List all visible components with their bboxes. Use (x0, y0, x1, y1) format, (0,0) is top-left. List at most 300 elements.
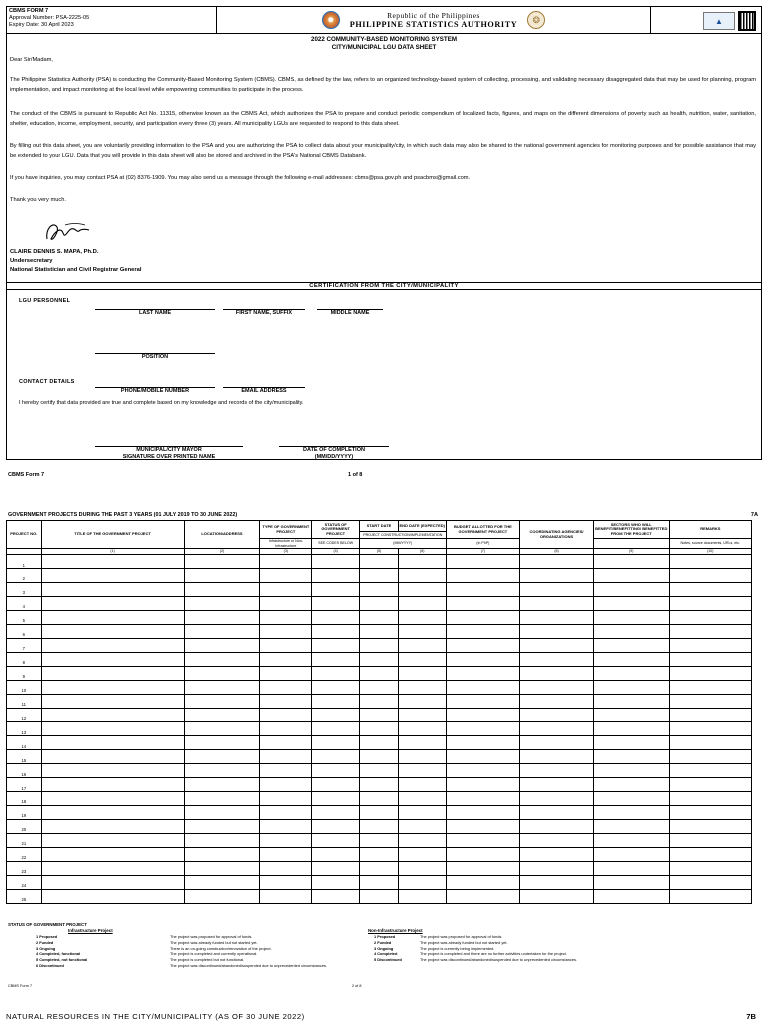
project-entry-cell[interactable] (359, 652, 398, 666)
project-entry-cell[interactable] (669, 624, 751, 638)
project-entry-cell[interactable] (260, 861, 312, 875)
project-entry-cell[interactable] (41, 847, 184, 861)
project-entry-cell[interactable] (359, 610, 398, 624)
project-entry-cell[interactable] (359, 694, 398, 708)
project-entry-cell[interactable] (184, 583, 260, 597)
project-entry-cell[interactable] (669, 750, 751, 764)
project-entry-cell[interactable] (398, 764, 446, 778)
status-code: 5 Discontinued (374, 957, 402, 963)
project-entry-cell[interactable] (359, 638, 398, 652)
project-entry-cell[interactable] (260, 889, 312, 903)
project-entry-cell[interactable] (359, 778, 398, 792)
project-entry-cell[interactable] (398, 583, 446, 597)
project-entry-cell[interactable] (593, 680, 669, 694)
project-number-cell: 2 (7, 569, 42, 583)
project-entry-cell[interactable] (312, 792, 360, 806)
project-entry-cell[interactable] (41, 875, 184, 889)
project-entry-cell[interactable] (41, 624, 184, 638)
project-entry-cell[interactable] (260, 694, 312, 708)
project-entry-cell[interactable] (260, 555, 312, 569)
project-entry-cell[interactable] (359, 555, 398, 569)
project-entry-cell[interactable] (312, 750, 360, 764)
project-entry-cell[interactable] (184, 666, 260, 680)
project-entry-cell[interactable] (593, 638, 669, 652)
project-entry-cell[interactable] (446, 555, 520, 569)
project-entry-cell[interactable] (312, 666, 360, 680)
project-entry-cell[interactable] (446, 861, 520, 875)
project-entry-cell[interactable] (446, 708, 520, 722)
project-entry-cell[interactable] (184, 624, 260, 638)
project-entry-cell[interactable] (398, 792, 446, 806)
project-entry-cell[interactable] (669, 875, 751, 889)
project-entry-cell[interactable] (184, 833, 260, 847)
project-entry-cell[interactable] (41, 652, 184, 666)
project-entry-cell[interactable] (184, 722, 260, 736)
table-row (7, 722, 752, 736)
project-entry-cell[interactable] (260, 638, 312, 652)
project-entry-cell[interactable] (593, 861, 669, 875)
project-entry-cell[interactable] (184, 889, 260, 903)
project-entry-cell[interactable] (446, 569, 520, 583)
project-entry-cell[interactable] (446, 666, 520, 680)
project-entry-cell[interactable] (260, 624, 312, 638)
project-entry-cell[interactable] (260, 875, 312, 889)
project-entry-cell[interactable] (184, 764, 260, 778)
project-entry-cell[interactable] (593, 666, 669, 680)
project-entry-cell[interactable] (41, 638, 184, 652)
project-entry-cell[interactable] (184, 861, 260, 875)
title-line-2: CITY/MUNICIPAL LGU DATA SHEET (331, 43, 437, 51)
project-entry-cell[interactable] (520, 666, 594, 680)
project-entry-cell[interactable] (446, 806, 520, 820)
project-entry-cell[interactable] (669, 889, 751, 903)
project-entry-cell[interactable] (593, 889, 669, 903)
project-entry-cell[interactable] (520, 778, 594, 792)
project-entry-cell[interactable] (593, 764, 669, 778)
status-code: 1 Proposed (36, 934, 58, 939)
project-number-cell: 18 (7, 792, 42, 806)
project-entry-cell[interactable] (669, 638, 751, 652)
project-entry-cell[interactable] (593, 750, 669, 764)
date-format-subheader: (MM/YYYY) (359, 539, 446, 549)
project-entry-cell[interactable] (260, 666, 312, 680)
column-number: (9) (593, 549, 669, 555)
project-number-cell: 7 (7, 638, 42, 652)
project-entry-cell[interactable] (398, 820, 446, 834)
project-entry-cell[interactable] (593, 708, 669, 722)
project-entry-cell[interactable] (312, 708, 360, 722)
project-number-cell: 10 (7, 680, 42, 694)
project-entry-cell[interactable] (398, 610, 446, 624)
completion-date-label (279, 447, 389, 460)
project-entry-cell[interactable] (359, 569, 398, 583)
project-entry-cell[interactable] (41, 680, 184, 694)
project-entry-cell[interactable] (593, 597, 669, 611)
table-row (7, 889, 752, 903)
project-entry-cell[interactable] (359, 806, 398, 820)
project-entry-cell[interactable] (260, 750, 312, 764)
project-entry-cell[interactable] (260, 569, 312, 583)
project-entry-cell[interactable] (41, 889, 184, 903)
project-entry-cell[interactable] (312, 820, 360, 834)
project-entry-cell[interactable] (669, 555, 751, 569)
project-entry-cell[interactable] (520, 583, 594, 597)
project-number-cell: 5 (7, 610, 42, 624)
project-entry-cell[interactable] (260, 764, 312, 778)
project-entry-cell[interactable] (260, 847, 312, 861)
project-entry-cell[interactable] (398, 666, 446, 680)
project-entry-cell[interactable] (312, 680, 360, 694)
project-entry-cell[interactable] (520, 750, 594, 764)
status-description: The project is completed but not functional. (170, 957, 245, 963)
project-entry-cell[interactable] (398, 778, 446, 792)
project-entry-cell[interactable] (593, 833, 669, 847)
project-entry-cell[interactable] (184, 597, 260, 611)
project-entry-cell[interactable] (41, 666, 184, 680)
project-number-cell: 19 (7, 806, 42, 820)
project-entry-cell[interactable] (184, 610, 260, 624)
project-entry-cell[interactable] (398, 861, 446, 875)
paragraph-4: If you have inquiries, you may contact PSA at (02) 8376-1909. You may also send us a message through the following e-mail addresses: cbms@psa.gov.ph and psacbms@gmail.com. (10, 175, 471, 181)
project-entry-cell[interactable] (312, 652, 360, 666)
project-entry-cell[interactable] (312, 569, 360, 583)
project-entry-cell[interactable] (359, 583, 398, 597)
project-entry-cell[interactable] (520, 694, 594, 708)
project-entry-cell[interactable] (260, 652, 312, 666)
project-entry-cell[interactable] (184, 778, 260, 792)
project-entry-cell[interactable] (398, 833, 446, 847)
type-subheader: Infrastructure or Non-Infrastructure (260, 539, 312, 549)
status-description: The project was already funded but not started yet. (170, 939, 258, 945)
project-entry-cell[interactable] (359, 889, 398, 903)
projects-section-title: GOVERNMENT PROJECTS DURING THE PAST 3 YEARS (01 JULY 2019 TO 30 JUNE 2022) (8, 512, 238, 518)
project-entry-cell[interactable] (312, 638, 360, 652)
project-entry-cell[interactable] (312, 722, 360, 736)
project-entry-cell[interactable] (520, 806, 594, 820)
signatory-title-1: Undersecretary (10, 258, 53, 264)
project-entry-cell[interactable] (359, 708, 398, 722)
project-entry-cell[interactable] (359, 597, 398, 611)
project-entry-cell[interactable] (398, 875, 446, 889)
project-entry-cell[interactable] (41, 861, 184, 875)
project-entry-cell[interactable] (446, 889, 520, 903)
project-entry-cell[interactable] (446, 722, 520, 736)
project-entry-cell[interactable] (359, 861, 398, 875)
project-entry-cell[interactable] (184, 694, 260, 708)
project-number-cell: 23 (7, 861, 42, 875)
project-entry-cell[interactable] (593, 806, 669, 820)
project-number-cell: 25 (7, 889, 42, 903)
project-entry-cell[interactable] (359, 722, 398, 736)
project-entry-cell[interactable] (184, 555, 260, 569)
project-entry-cell[interactable] (41, 610, 184, 624)
project-entry-cell[interactable] (446, 610, 520, 624)
project-entry-cell[interactable] (184, 820, 260, 834)
project-entry-cell[interactable] (593, 569, 669, 583)
project-entry-cell[interactable] (184, 792, 260, 806)
project-entry-cell[interactable] (359, 764, 398, 778)
project-entry-cell[interactable] (312, 694, 360, 708)
project-entry-cell[interactable] (312, 610, 360, 624)
table-row (7, 764, 752, 778)
project-number-cell: 13 (7, 722, 42, 736)
table-row (7, 861, 752, 875)
project-entry-cell[interactable] (520, 861, 594, 875)
project-entry-cell[interactable] (41, 694, 184, 708)
project-entry-cell[interactable] (669, 820, 751, 834)
project-entry-cell[interactable] (398, 597, 446, 611)
project-entry-cell[interactable] (446, 820, 520, 834)
project-entry-cell[interactable] (669, 736, 751, 750)
project-entry-cell[interactable] (520, 638, 594, 652)
project-entry-cell[interactable] (446, 638, 520, 652)
project-entry-cell[interactable] (398, 889, 446, 903)
project-entry-cell[interactable] (669, 708, 751, 722)
project-entry-cell[interactable] (520, 847, 594, 861)
project-number-cell: 16 (7, 764, 42, 778)
project-entry-cell[interactable] (398, 555, 446, 569)
project-entry-cell[interactable] (398, 847, 446, 861)
project-entry-cell[interactable] (260, 736, 312, 750)
col-end-date: END DATE (EXPECTED) (398, 521, 446, 532)
project-entry-cell[interactable] (593, 792, 669, 806)
project-entry-cell[interactable] (398, 569, 446, 583)
project-entry-cell[interactable] (260, 597, 312, 611)
project-entry-cell[interactable] (359, 680, 398, 694)
project-entry-cell[interactable] (593, 778, 669, 792)
project-entry-cell[interactable] (260, 792, 312, 806)
table-row (7, 694, 752, 708)
project-entry-cell[interactable] (593, 583, 669, 597)
project-entry-cell[interactable] (669, 722, 751, 736)
project-entry-cell[interactable] (398, 708, 446, 722)
project-entry-cell[interactable] (520, 820, 594, 834)
project-entry-cell[interactable] (41, 708, 184, 722)
project-entry-cell[interactable] (312, 778, 360, 792)
project-entry-cell[interactable] (41, 750, 184, 764)
project-entry-cell[interactable] (446, 847, 520, 861)
project-entry-cell[interactable] (184, 638, 260, 652)
project-entry-cell[interactable] (184, 569, 260, 583)
project-entry-cell[interactable] (593, 610, 669, 624)
project-entry-cell[interactable] (359, 833, 398, 847)
project-entry-cell[interactable] (669, 569, 751, 583)
project-entry-cell[interactable] (41, 569, 184, 583)
project-entry-cell[interactable] (312, 764, 360, 778)
project-entry-cell[interactable] (41, 736, 184, 750)
project-entry-cell[interactable] (593, 847, 669, 861)
project-entry-cell[interactable] (312, 806, 360, 820)
project-entry-cell[interactable] (669, 610, 751, 624)
project-entry-cell[interactable] (398, 806, 446, 820)
project-entry-cell[interactable] (520, 569, 594, 583)
project-entry-cell[interactable] (260, 722, 312, 736)
project-entry-cell[interactable] (520, 764, 594, 778)
project-entry-cell[interactable] (359, 792, 398, 806)
project-entry-cell[interactable] (359, 820, 398, 834)
date-label-1: DATE OF COMPLETION (303, 447, 365, 453)
project-entry-cell[interactable] (520, 833, 594, 847)
project-entry-cell[interactable] (398, 694, 446, 708)
project-entry-cell[interactable] (669, 778, 751, 792)
project-entry-cell[interactable] (520, 624, 594, 638)
table-row (7, 638, 752, 652)
project-entry-cell[interactable] (520, 610, 594, 624)
project-entry-cell[interactable] (593, 652, 669, 666)
project-entry-cell[interactable] (184, 708, 260, 722)
project-entry-cell[interactable] (520, 889, 594, 903)
project-entry-cell[interactable] (669, 652, 751, 666)
signature-image (41, 217, 91, 247)
project-entry-cell[interactable] (446, 694, 520, 708)
project-entry-cell[interactable] (398, 722, 446, 736)
project-entry-cell[interactable] (184, 736, 260, 750)
col-budget: BUDGET ALLOTTED FOR THE GOVERNMENT PROJECT (446, 521, 520, 539)
project-entry-cell[interactable] (184, 652, 260, 666)
status-code: 4 Completed (374, 951, 398, 957)
project-entry-cell[interactable] (260, 806, 312, 820)
project-entry-cell[interactable] (41, 555, 184, 569)
project-entry-cell[interactable] (520, 875, 594, 889)
project-entry-cell[interactable] (312, 597, 360, 611)
project-entry-cell[interactable] (520, 722, 594, 736)
project-entry-cell[interactable] (593, 722, 669, 736)
project-entry-cell[interactable] (260, 820, 312, 834)
project-entry-cell[interactable] (669, 666, 751, 680)
project-entry-cell[interactable] (593, 736, 669, 750)
project-entry-cell[interactable] (669, 597, 751, 611)
status-description: The project was discontinued/abandoned/suspended due to unprecedented circumstances. (420, 957, 578, 963)
project-entry-cell[interactable] (359, 875, 398, 889)
project-entry-cell[interactable] (184, 847, 260, 861)
project-entry-cell[interactable] (312, 889, 360, 903)
project-entry-cell[interactable] (593, 820, 669, 834)
project-entry-cell[interactable] (446, 875, 520, 889)
project-entry-cell[interactable] (520, 597, 594, 611)
project-entry-cell[interactable] (359, 666, 398, 680)
project-entry-cell[interactable] (312, 861, 360, 875)
project-entry-cell[interactable] (41, 833, 184, 847)
project-number-cell: 3 (7, 583, 42, 597)
project-entry-cell[interactable] (184, 875, 260, 889)
project-number-cell: 21 (7, 833, 42, 847)
project-entry-cell[interactable] (593, 555, 669, 569)
project-entry-cell[interactable] (446, 750, 520, 764)
project-entry-cell[interactable] (41, 792, 184, 806)
project-entry-cell[interactable] (520, 680, 594, 694)
project-entry-cell[interactable] (446, 680, 520, 694)
project-entry-cell[interactable] (398, 652, 446, 666)
project-entry-cell[interactable] (669, 792, 751, 806)
project-entry-cell[interactable] (398, 736, 446, 750)
project-entry-cell[interactable] (446, 792, 520, 806)
email-label: EMAIL ADDRESS (241, 388, 287, 394)
project-entry-cell[interactable] (593, 875, 669, 889)
project-entry-cell[interactable] (41, 820, 184, 834)
project-entry-cell[interactable] (359, 750, 398, 764)
project-entry-cell[interactable] (446, 736, 520, 750)
project-entry-cell[interactable] (41, 764, 184, 778)
project-entry-cell[interactable] (669, 680, 751, 694)
project-entry-cell[interactable] (669, 861, 751, 875)
project-entry-cell[interactable] (398, 638, 446, 652)
agency-name-block (350, 11, 518, 30)
project-entry-cell[interactable] (260, 610, 312, 624)
project-entry-cell[interactable] (446, 597, 520, 611)
table-row (7, 875, 752, 889)
project-entry-cell[interactable] (669, 694, 751, 708)
project-entry-cell[interactable] (359, 624, 398, 638)
project-number-cell: 20 (7, 820, 42, 834)
project-entry-cell[interactable] (520, 736, 594, 750)
project-entry-cell[interactable] (260, 680, 312, 694)
project-entry-cell[interactable] (312, 555, 360, 569)
middle-name-label: MIDDLE NAME (330, 310, 370, 316)
project-entry-cell[interactable] (359, 847, 398, 861)
project-entry-cell[interactable] (520, 652, 594, 666)
project-entry-cell[interactable] (398, 680, 446, 694)
project-entry-cell[interactable] (312, 624, 360, 638)
project-entry-cell[interactable] (669, 583, 751, 597)
project-entry-cell[interactable] (41, 583, 184, 597)
project-entry-cell[interactable] (446, 583, 520, 597)
project-number-cell: 15 (7, 750, 42, 764)
project-entry-cell[interactable] (260, 778, 312, 792)
project-entry-cell[interactable] (312, 833, 360, 847)
status-description: The project was discontinued/abandoned/suspended due to unprecedented circumstances. (170, 963, 328, 968)
project-entry-cell[interactable] (41, 722, 184, 736)
project-entry-cell[interactable] (446, 778, 520, 792)
project-entry-cell[interactable] (359, 736, 398, 750)
letter-body (6, 34, 762, 460)
project-entry-cell[interactable] (669, 806, 751, 820)
project-entry-cell[interactable] (593, 694, 669, 708)
project-entry-cell[interactable] (41, 597, 184, 611)
project-entry-cell[interactable] (669, 847, 751, 861)
project-entry-cell[interactable] (260, 708, 312, 722)
project-entry-cell[interactable] (669, 833, 751, 847)
project-entry-cell[interactable] (593, 624, 669, 638)
project-entry-cell[interactable] (398, 750, 446, 764)
project-entry-cell[interactable] (312, 847, 360, 861)
project-entry-cell[interactable] (260, 833, 312, 847)
project-entry-cell[interactable] (446, 652, 520, 666)
project-entry-cell[interactable] (520, 792, 594, 806)
project-entry-cell[interactable] (446, 833, 520, 847)
status-code: 5 Completed, not functional (36, 957, 88, 963)
agency-name: PHILIPPINE STATISTICS AUTHORITY (349, 19, 518, 29)
table-row (7, 833, 752, 847)
project-entry-cell[interactable] (41, 806, 184, 820)
project-entry-cell[interactable] (184, 806, 260, 820)
project-entry-cell[interactable] (184, 750, 260, 764)
project-entry-cell[interactable] (446, 624, 520, 638)
project-entry-cell[interactable] (520, 555, 594, 569)
project-entry-cell[interactable] (260, 583, 312, 597)
signatory-name: CLAIRE DENNIS S. MAPA, Ph.D. (10, 249, 99, 255)
budget-subheader: (in PhP) (446, 539, 520, 549)
project-entry-cell[interactable] (312, 736, 360, 750)
project-entry-cell[interactable] (446, 764, 520, 778)
project-entry-cell[interactable] (41, 778, 184, 792)
project-entry-cell[interactable] (669, 764, 751, 778)
project-entry-cell[interactable] (312, 875, 360, 889)
project-entry-cell[interactable] (398, 624, 446, 638)
project-entry-cell[interactable] (184, 680, 260, 694)
project-entry-cell[interactable] (312, 583, 360, 597)
project-entry-cell[interactable] (520, 708, 594, 722)
form-page-2 (6, 508, 762, 990)
